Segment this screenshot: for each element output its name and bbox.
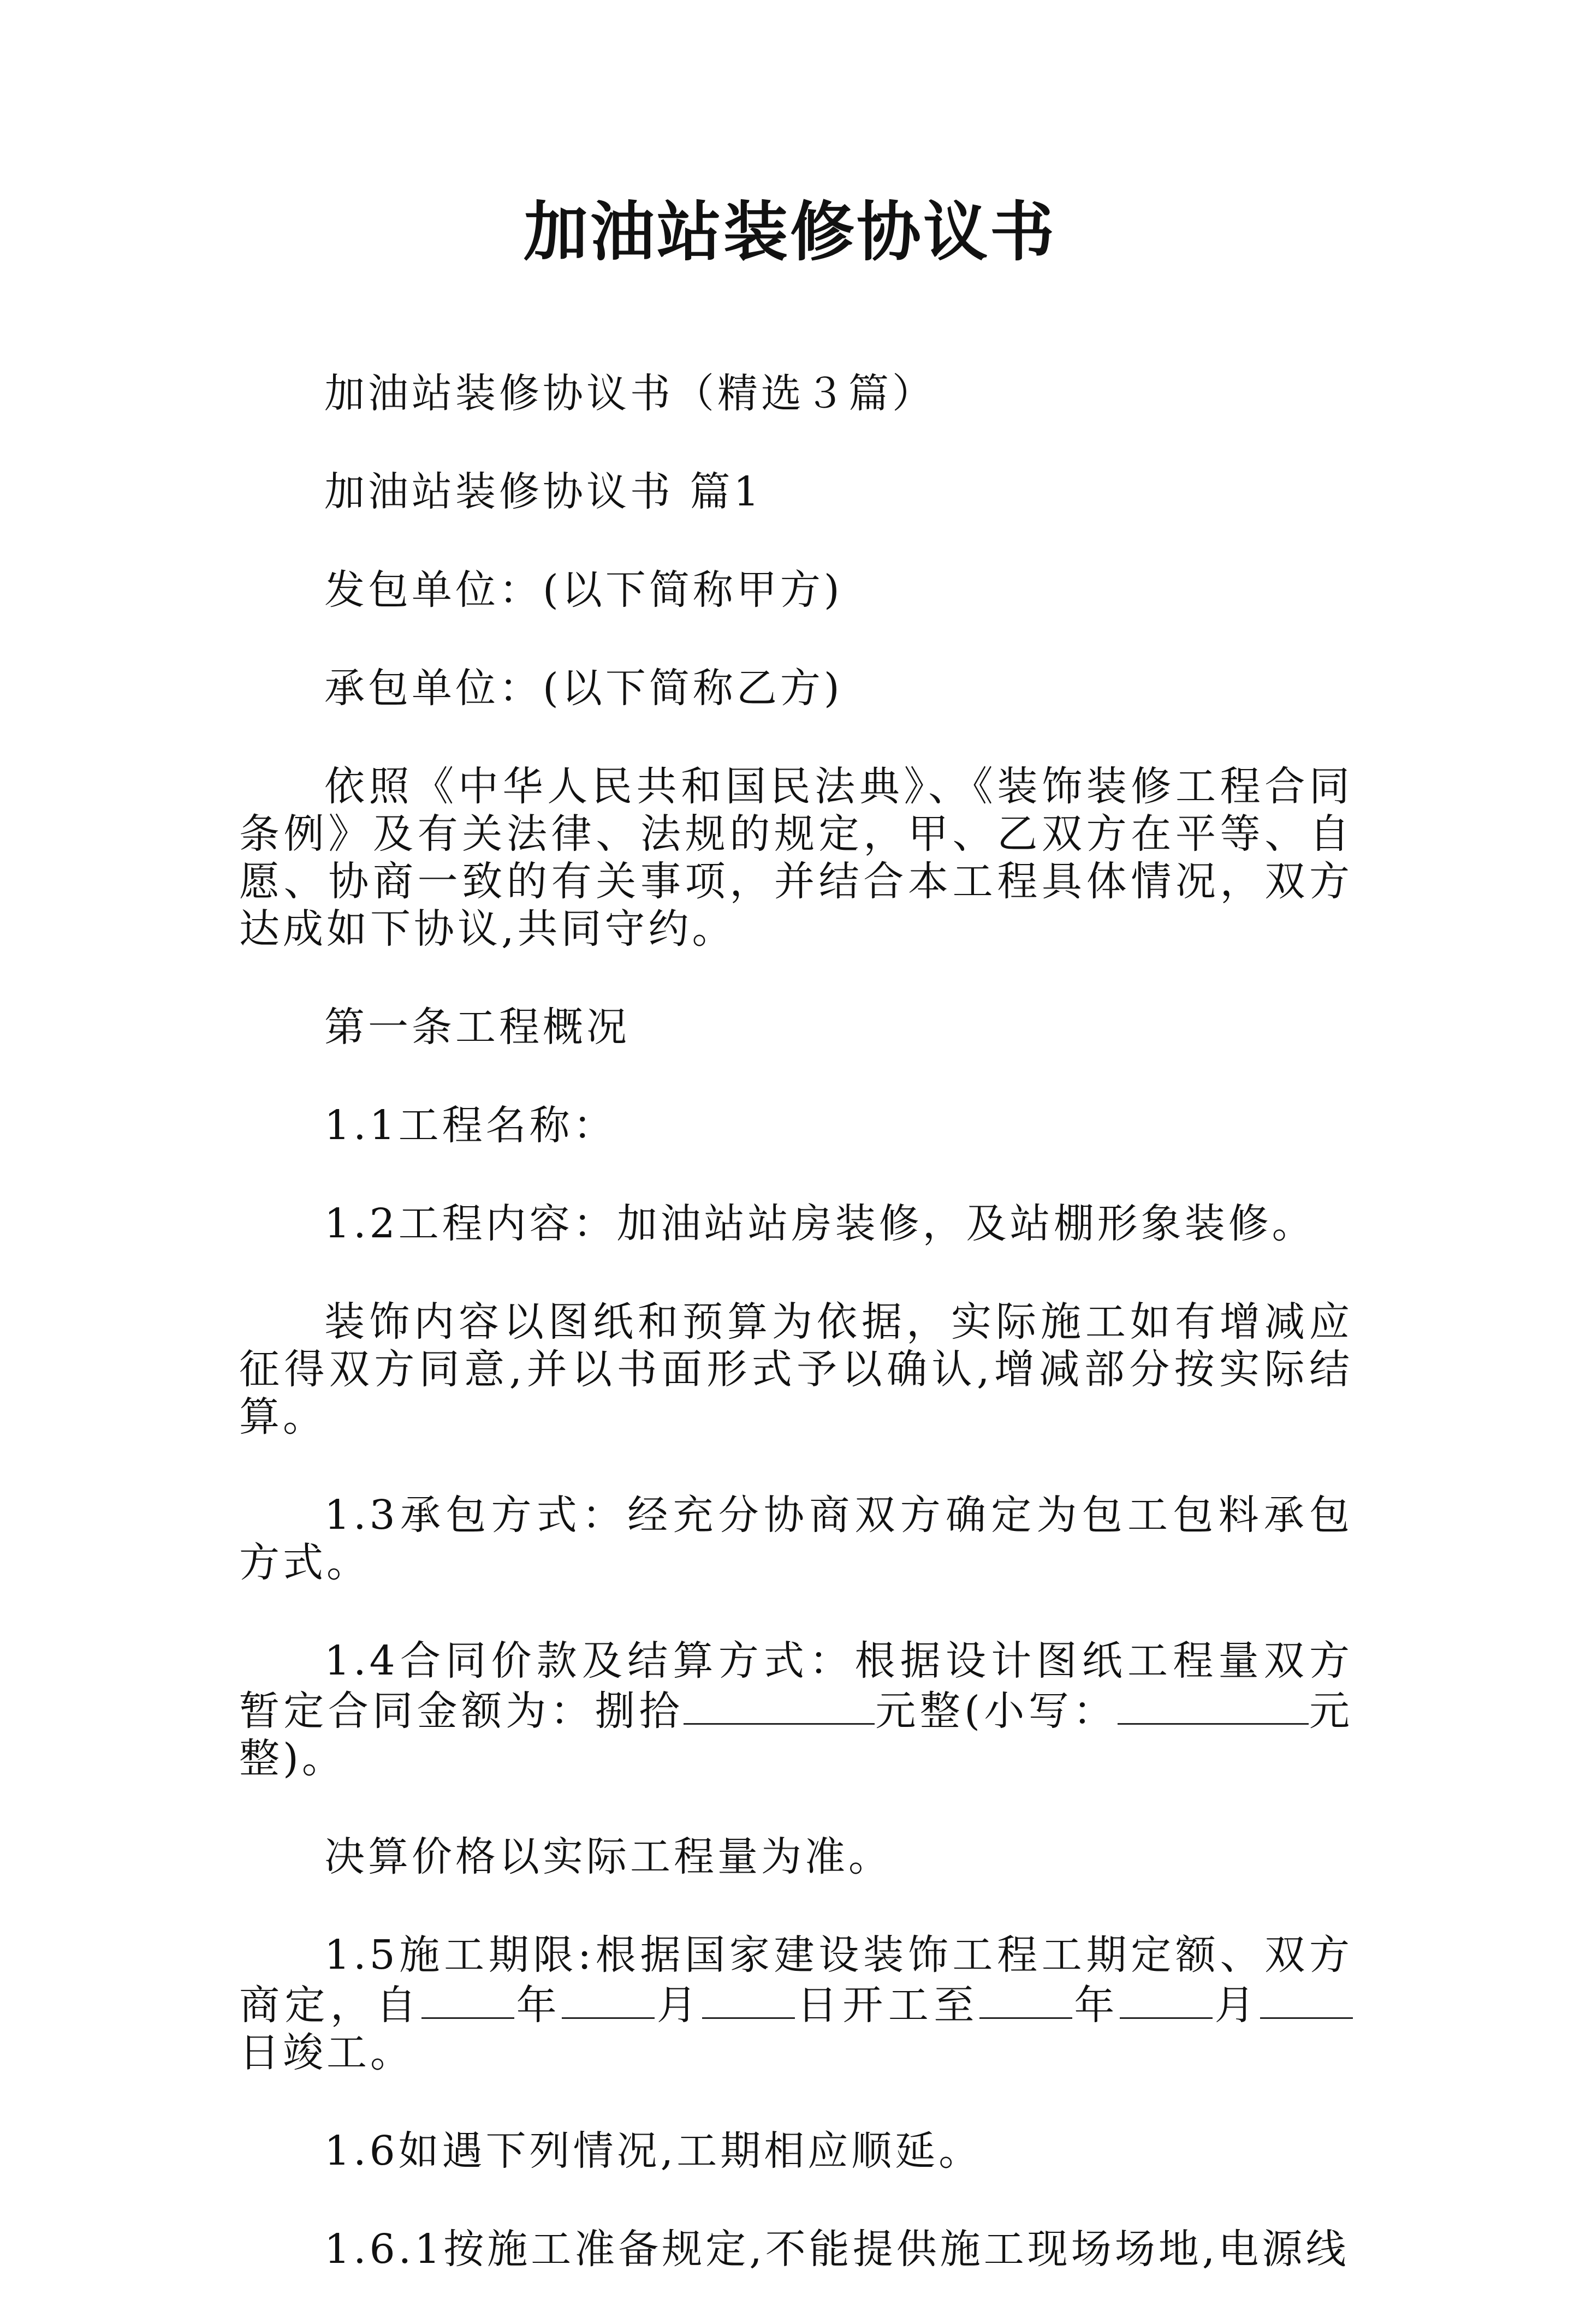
paragraph-contract-price	[239, 1637, 1353, 1783]
paragraph-subtitle: 加油站装修协议书（精选３篇）	[324, 370, 936, 417]
contract-price-text-a: 1.4合同价款及结算方式：根据设计图纸工程量双方暂定合同金额为：捌拾	[239, 1637, 1353, 1735]
end-day-blank	[1260, 1979, 1353, 2019]
period-month-1: 月	[655, 1982, 703, 2029]
period-year-1: 年	[514, 1982, 562, 2029]
start-day-blank	[702, 1979, 795, 2019]
end-year-blank	[979, 1979, 1072, 2019]
end-month-blank	[1120, 1979, 1213, 2019]
paragraph-article-one: 第一条工程概况	[324, 1004, 630, 1051]
paragraph-chapter-heading: 加油站装修协议书 篇1	[324, 468, 763, 515]
period-month-2: 月	[1212, 1982, 1261, 2029]
paragraph-project-name: 1.1工程名称：	[324, 1102, 617, 1149]
document-body	[239, 370, 1353, 2324]
period-day-1: 日开工至	[795, 1982, 979, 2029]
start-month-blank	[562, 1979, 655, 2019]
contract-price-text-b: 元整(小写：	[874, 1688, 1118, 1735]
contract-price-text-c: 元整)。	[239, 1688, 1353, 1782]
document-title: 加油站装修协议书	[523, 194, 1056, 270]
amount-blank-capital	[684, 1685, 875, 1725]
paragraph-decoration-basis: 装饰内容以图纸和预算为依据，实际施工如有增减应征得双方同意,并以书面形式予以确认,增减部分按实际结算。	[239, 1298, 1353, 1440]
paragraph-party-a: 发包单位：(以下简称甲方)	[324, 567, 843, 613]
paragraph-legal-basis: 依照《中华人民共和国民法典》、《装饰装修工程合同条例》及有关法律、法规的规定，甲、乙双方在平等、自愿、协商一致的有关事项，并结合本工程具体情况，双方达成如下协议,共同守约。	[239, 763, 1353, 952]
paragraph-construction-period	[239, 1932, 1353, 2077]
period-text-a: 1.5施工期限:根据国家建设装饰工程工期定额、双方商定，自	[239, 1932, 1353, 2029]
paragraph-party-b: 承包单位：(以下简称乙方)	[324, 665, 843, 712]
paragraph-project-content: 1.2工程内容：加油站站房装修，及站棚形象装修。	[324, 1200, 1316, 1247]
paragraph-contract-method: 1.3承包方式：经充分协商双方确定为包工包料承包方式。	[239, 1492, 1353, 1586]
amount-blank-numeric	[1118, 1685, 1309, 1725]
start-year-blank	[421, 1979, 514, 2019]
period-day-2: 日竣工。	[239, 2029, 414, 2076]
period-year-2: 年	[1072, 1982, 1120, 2029]
paragraph-delay-condition-1: 1.6.1按施工准备规定,不能提供施工现场场地,电源线	[324, 2226, 1350, 2273]
paragraph-delay-conditions: 1.6如遇下列情况,工期相应顺延。	[324, 2128, 983, 2174]
paragraph-final-settlement: 决算价格以实际工程量为准。	[324, 1833, 892, 1880]
